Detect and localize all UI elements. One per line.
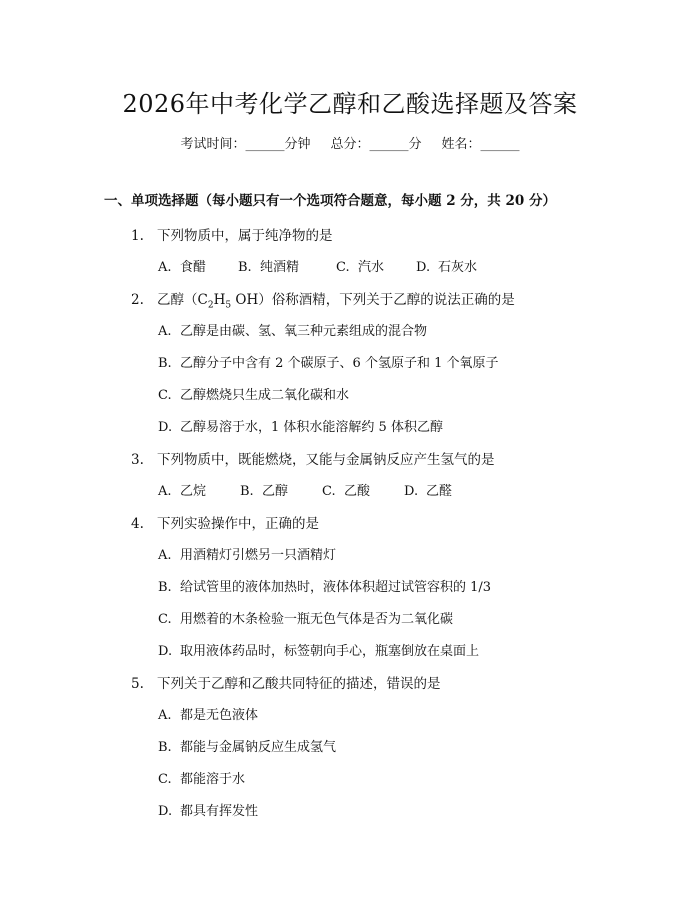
question-3-options xyxy=(158,480,452,499)
option-c[interactable]: C. 乙酸 xyxy=(322,484,371,499)
question-2 xyxy=(131,288,515,311)
exam-meta xyxy=(0,133,700,152)
section-heading: 一、单项选择题（每小题只有一个选项符合题意，每小题 2 分，共 20 分） xyxy=(104,193,556,209)
option-c[interactable]: C. 乙醇燃烧只生成二氧化碳和水 xyxy=(158,388,350,403)
exam-time: 考试时间：______分钟 xyxy=(180,137,311,152)
option-c[interactable]: C. 汽水 xyxy=(336,260,385,275)
option-d[interactable]: D. 石灰水 xyxy=(416,260,478,275)
question-number: 4. xyxy=(131,516,144,532)
option-a[interactable]: A. 都是无色液体 xyxy=(158,708,259,723)
question-stem: 下列物质中，既能燃烧，又能与金属钠反应产生氢气的是 xyxy=(157,452,495,468)
page-title: 2026年中考化学乙醇和乙酸选择题及答案 xyxy=(122,90,578,118)
option-a[interactable]: A. 用酒精灯引燃另一只酒精灯 xyxy=(158,548,337,563)
option-a[interactable]: A. 食醋 xyxy=(158,260,207,275)
option-d[interactable]: D. 乙醇易溶于水，1 体积水能溶解约 5 体积乙醇 xyxy=(158,420,443,435)
option-a[interactable]: A. 乙醇是由碳、氢、氧三种元素组成的混合物 xyxy=(158,324,428,339)
question-number: 5. xyxy=(131,676,144,692)
question-4 xyxy=(131,512,319,532)
question-stem: 乙醇（$C_2H_5$ OH）俗称酒精，下列关于乙醇的说法正确的是 xyxy=(157,292,515,311)
question-3 xyxy=(131,448,495,468)
total-score: 总分：______分 xyxy=(330,137,422,152)
option-b[interactable]: B. 给试管里的液体加热时，液体体积超过试管容积的 1/3 xyxy=(158,580,492,595)
option-c[interactable]: C. 用燃着的木条检验一瓶无色气体是否为二氧化碳 xyxy=(158,612,454,627)
option-c[interactable]: C. 都能溶于水 xyxy=(158,772,246,787)
option-b[interactable]: B. 纯酒精 xyxy=(238,260,300,275)
question-stem: 下列关于乙醇和乙酸共同特征的描述，错误的是 xyxy=(157,676,441,692)
question-stem: 下列物质中，属于纯净物的是 xyxy=(157,228,333,244)
question-stem: 下列实验操作中，正确的是 xyxy=(157,516,319,532)
question-1 xyxy=(131,224,333,244)
question-1-options xyxy=(158,256,477,275)
question-number: 2. xyxy=(131,292,144,308)
option-d[interactable]: D. 乙醛 xyxy=(404,484,453,499)
question-number: 3. xyxy=(131,452,144,468)
option-b[interactable]: B. 乙醇 xyxy=(240,484,289,499)
question-5 xyxy=(131,672,441,692)
option-a[interactable]: A. 乙烷 xyxy=(158,484,207,499)
option-d[interactable]: D. 都具有挥发性 xyxy=(158,804,259,819)
student-name: 姓名：______ xyxy=(441,137,520,152)
option-b[interactable]: B. 都能与金属钠反应生成氢气 xyxy=(158,740,337,755)
question-number: 1. xyxy=(131,228,144,244)
option-d[interactable]: D. 取用液体药品时，标签朝向手心，瓶塞倒放在桌面上 xyxy=(158,644,480,659)
option-b[interactable]: B. 乙醇分子中含有 2 个碳原子、6 个氢原子和 1 个氧原子 xyxy=(158,356,499,371)
